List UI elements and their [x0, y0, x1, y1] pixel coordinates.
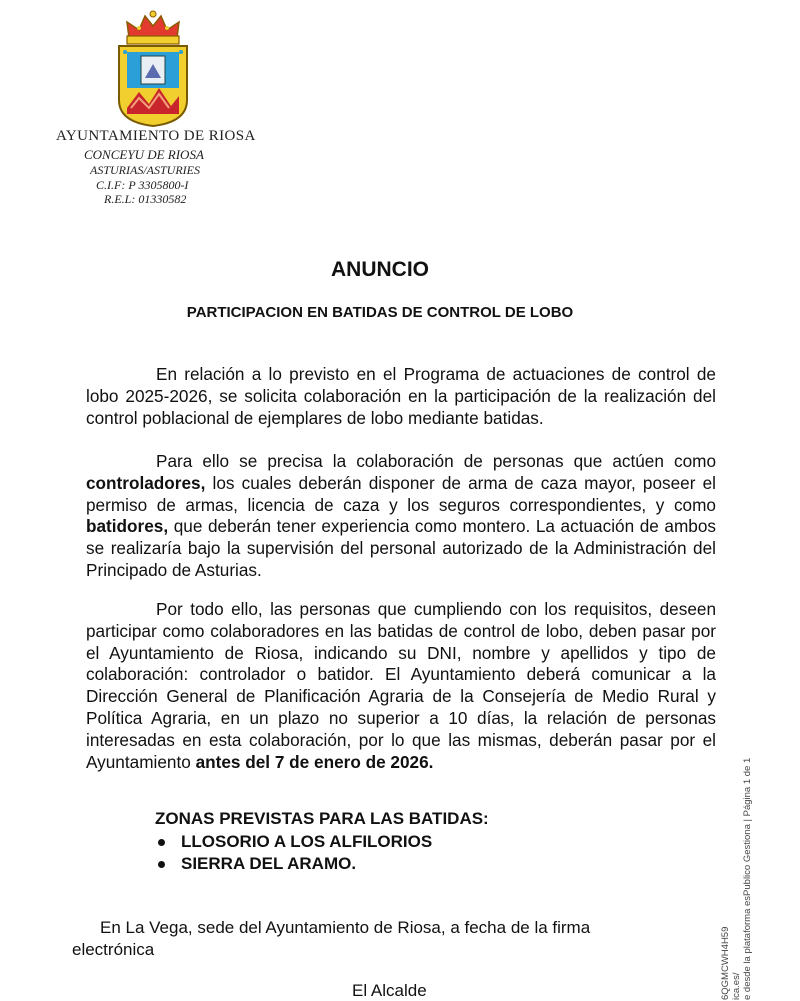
paragraph-1: En relación a lo previsto en el Programa de actuaciones de control de lobo 2025-2026, se solicita colaboración en la participación de la realización del control poblacional de ejemplares de lobo mediante batidas.: [86, 364, 716, 428]
list-item: LLOSORIO A LOS ALFILORIOS: [155, 831, 432, 853]
closing-text: En La Vega, sede del Ayuntamiento de Riosa, a fecha de la firma electrónica: [72, 918, 591, 959]
deadline: antes del 7 de enero de 2026.: [195, 751, 434, 772]
verification-url: ica.es/: [731, 972, 742, 1000]
council-name: AYUNTAMIENTO DE RIOSA: [56, 128, 256, 144]
verification-code: 6QGMCWH4H59: [720, 926, 731, 1000]
paragraph-3: Por todo ello, las personas que cumpliendo con los requisitos, deseen participar como colaboradores en las batidas de control de lobo, deben pasar por el Ayuntamiento de Riosa, indicando su DNI, nombre y apellidos y tipo de colaboración: controlador o batidor. El Ayuntamiento deberá comunicar a la Dirección General de Planificación Agraria de la Consejería de Medio Rural y Política Agraria, en un plazo no superior a 10 días, la relación de personas interesadas en esta colaboración, por lo que las mismas, deberán pasar por el Ayuntamiento antes del 7 de enero de 2026.: [86, 599, 716, 772]
coat-of-arms-logo: [105, 8, 201, 130]
paragraph-2: Para ello se precisa la colaboración de personas que actúen como controladores, los cuales deberán disponer de arma de caza mayor, poseer el permiso de armas, licencia de caza y los seguros correspondientes, y como batidores, que deberán tener experiencia como montero. La actuación de ambos se realizaría bajo la supervisión del personal autorizado de la Administración del Principado de Asturias.: [86, 451, 716, 580]
announcement-subtitle: PARTICIPACION EN BATIDAS DE CONTROL DE LOBO: [186, 304, 574, 321]
cif: C.I.F: P 3305800-I: [96, 178, 189, 192]
zones-list: [155, 831, 432, 875]
announcement-title: ANUNCIO: [331, 258, 429, 281]
council-name-asturian: CONCEYU DE RIOSA: [84, 147, 204, 162]
list-item: SIERRA DEL ARAMO.: [155, 853, 432, 875]
region: ASTURIAS/ASTURIES: [90, 163, 200, 177]
signature-title: El Alcalde: [352, 981, 427, 1000]
vertical-verification-note: [720, 710, 800, 1000]
verification-platform: e desde la plataforma esPublico Gestiona | Página 1 de 1: [742, 757, 753, 1000]
rel: R.E.L: 01330582: [104, 192, 187, 206]
controladores-term: controladores,: [86, 472, 206, 493]
batidores-term: batidores,: [86, 516, 169, 537]
zones-heading: ZONAS PREVISTAS PARA LAS BATIDAS:: [155, 809, 489, 828]
